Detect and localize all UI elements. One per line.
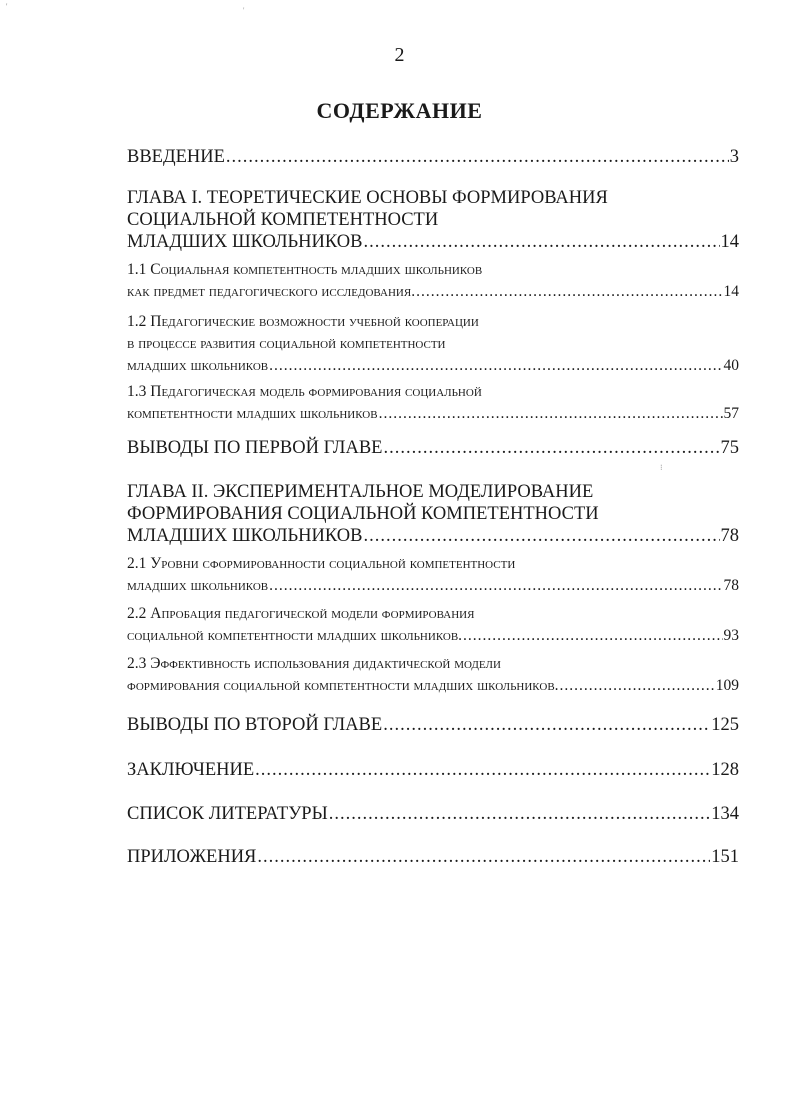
toc-dot-leader xyxy=(226,146,729,168)
toc-entry xyxy=(127,146,739,168)
toc-entry-text: ПРИЛОЖЕНИЯ xyxy=(127,847,257,867)
toc-entry-line xyxy=(127,146,739,168)
toc-entry-line xyxy=(127,281,739,303)
toc-dot-leader xyxy=(463,625,722,647)
toc-entry xyxy=(127,481,739,547)
toc-entry-line xyxy=(127,714,739,736)
toc-entry-line xyxy=(127,481,739,503)
toc-dot-leader xyxy=(257,846,710,868)
toc-page-number: 14 xyxy=(723,283,739,300)
toc-entry xyxy=(127,187,739,253)
toc-entry-text: МЛАДШИХ ШКОЛЬНИКОВ xyxy=(127,232,363,252)
scan-speck: ⁝ xyxy=(660,463,663,472)
toc-entry xyxy=(127,653,739,697)
toc-entry-text: 2.3 Эффективность использования дидактической модели xyxy=(127,655,501,672)
toc-page-number: 109 xyxy=(715,677,739,694)
toc-page-number: 40 xyxy=(723,357,739,374)
toc-dot-leader xyxy=(383,437,719,459)
toc-entry-line xyxy=(127,437,739,459)
toc-entry-line xyxy=(127,355,739,377)
toc-entry-line xyxy=(127,403,739,425)
toc-entry-line xyxy=(127,381,739,403)
toc-entry-text: в процессе развития социальной компетентности xyxy=(127,335,446,352)
toc-entry-line xyxy=(127,525,739,547)
page-number: 2 xyxy=(394,44,405,66)
toc-entry-text: СПИСОК ЛИТЕРАТУРЫ xyxy=(127,804,328,824)
toc-entry xyxy=(127,803,739,825)
toc-entry xyxy=(127,437,739,459)
toc-page-number: 134 xyxy=(711,804,739,824)
toc-dot-leader xyxy=(255,759,710,781)
toc-entry-line xyxy=(127,231,739,253)
toc-page-number: 151 xyxy=(711,847,739,867)
toc-entry xyxy=(127,381,739,425)
toc-entry-line xyxy=(127,675,739,697)
toc-page-number: 93 xyxy=(723,627,739,644)
toc-entry-text: компетентности младших школьников xyxy=(127,405,378,422)
scan-mark: ' xyxy=(6,2,8,11)
toc-entry xyxy=(127,846,739,868)
toc-entry-text: 2.2 Апробация педагогической модели формирования xyxy=(127,605,475,622)
toc-entry-text: 1.3 Педагогическая модель формирования социальной xyxy=(127,383,482,400)
toc-entry-text: ВЫВОДЫ ПО ВТОРОЙ ГЛАВЕ xyxy=(127,715,383,735)
toc-entry xyxy=(127,553,739,597)
toc-dot-leader xyxy=(383,714,710,736)
toc-entry-text: 1.2 Педагогические возможности учебной кооперации xyxy=(127,313,479,330)
toc-entry-line xyxy=(127,333,739,355)
toc-entry-line xyxy=(127,846,739,868)
toc-entry-text: ГЛАВА II. ЭКСПЕРИМЕНТАЛЬНОЕ МОДЕЛИРОВАНИЕ xyxy=(127,482,594,502)
toc-entry xyxy=(127,714,739,736)
toc-dot-leader xyxy=(363,231,719,253)
toc-entry-text: 1.1 Социальная компетентность младших школьников xyxy=(127,261,483,278)
toc-page-number: 75 xyxy=(720,438,739,458)
toc-entry-line xyxy=(127,187,739,209)
toc-entry-text: младших школьников xyxy=(127,357,269,374)
toc-dot-leader xyxy=(379,403,723,425)
toc-dot-leader xyxy=(269,355,722,377)
toc-entry-text: ГЛАВА I. ТЕОРЕТИЧЕСКИЕ ОСНОВЫ ФОРМИРОВАНИЯ xyxy=(127,188,608,208)
toc-entry-line xyxy=(127,575,739,597)
toc-entry-text: 2.1 Уровни сформированности социальной компетентности xyxy=(127,555,516,572)
toc-entry-line xyxy=(127,209,739,231)
toc-entry-text: ЗАКЛЮЧЕНИЕ xyxy=(127,760,255,780)
toc-dot-leader xyxy=(329,803,711,825)
toc-dot-leader xyxy=(363,525,719,547)
toc-dot-leader xyxy=(269,575,722,597)
toc-entry-line xyxy=(127,259,739,281)
toc-entry-line xyxy=(127,625,739,647)
toc-entry xyxy=(127,759,739,781)
toc-page-number: 78 xyxy=(723,577,739,594)
toc-entry xyxy=(127,259,739,303)
toc-page-number: 78 xyxy=(720,526,739,546)
toc-entry-text: формирования социальной компетентности младших школьников. xyxy=(127,677,559,694)
toc-entry-line xyxy=(127,603,739,625)
toc-page-number: 128 xyxy=(711,760,739,780)
toc-entry-text: ФОРМИРОВАНИЯ СОЦИАЛЬНОЙ КОМПЕТЕНТНОСТИ xyxy=(127,504,599,524)
toc-entry-line xyxy=(127,503,739,525)
toc-entry-line xyxy=(127,653,739,675)
toc-entry-text: ВЫВОДЫ ПО ПЕРВОЙ ГЛАВЕ xyxy=(127,438,383,458)
scan-mark: ' xyxy=(243,6,245,15)
toc-entry-text: ВВЕДЕНИЕ xyxy=(127,147,225,167)
toc-page-number: 57 xyxy=(723,405,739,422)
toc-dot-leader xyxy=(560,675,715,697)
toc-entry-text: как предмет педагогического исследования. xyxy=(127,283,416,300)
toc-title: СОДЕРЖАНИЕ xyxy=(316,98,483,123)
toc-entry-text: МЛАДШИХ ШКОЛЬНИКОВ xyxy=(127,526,363,546)
toc-entry-line xyxy=(127,311,739,333)
toc-entry-text: СОЦИАЛЬНОЙ КОМПЕТЕНТНОСТИ xyxy=(127,210,439,230)
toc-entry xyxy=(127,311,739,377)
toc-entry-line xyxy=(127,803,739,825)
toc-dot-leader xyxy=(416,281,722,303)
toc-page-number: 14 xyxy=(720,232,739,252)
toc-page-number: 125 xyxy=(711,715,739,735)
toc-entry-line xyxy=(127,553,739,575)
toc-entry-text: социальной компетентности младших школьников. xyxy=(127,627,463,644)
toc-entry-text: младших школьников xyxy=(127,577,269,594)
toc-page-number: 3 xyxy=(729,147,739,167)
toc-entry-line xyxy=(127,759,739,781)
toc-entry xyxy=(127,603,739,647)
